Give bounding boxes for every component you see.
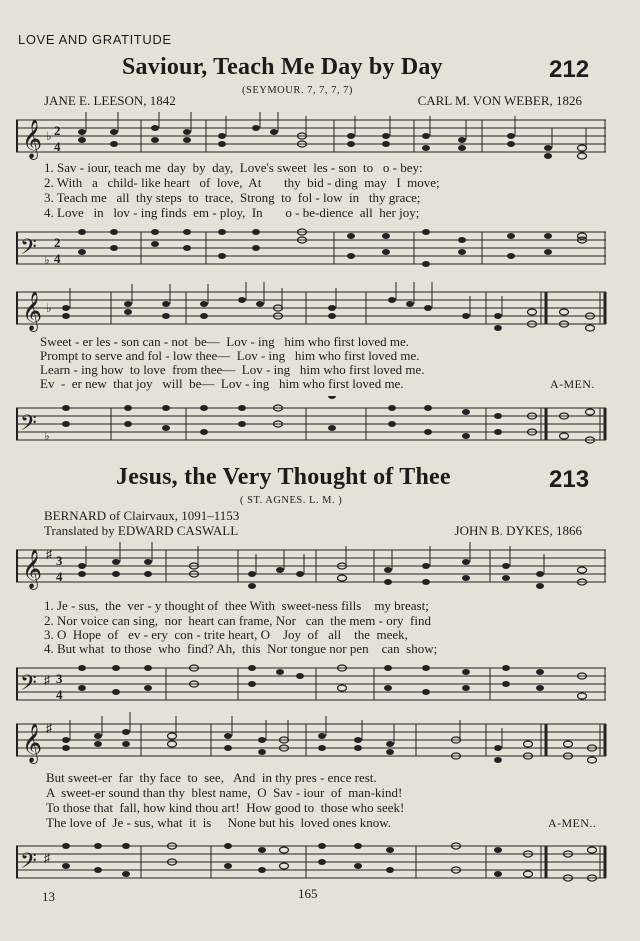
hymn-213-staff-2-bass	[16, 836, 608, 886]
hymn-213-author: BERNARD of Clairvaux, 1091–1153	[44, 508, 240, 523]
treble-staff-svg	[16, 282, 608, 334]
hymn-213-verse-1b: But sweet-er far thy face to see, And in thy pres - ence rest.	[46, 770, 377, 785]
hymn-213-verse-2a: 2. Nor voice can sing, nor heart can frame, Nor can the mem - ory find	[44, 613, 431, 628]
hymn-212-amen: A-MEN.	[550, 377, 595, 391]
hymn-213-title: Jesus, the Very Thought of Thee	[116, 464, 451, 490]
svg-text:♯: ♯	[44, 851, 50, 865]
svg-text:♯: ♯	[44, 673, 50, 687]
treble-staff-svg	[16, 712, 608, 768]
bass-staff-svg	[16, 658, 608, 710]
hymn-213-verse-2b: A sweet-er sound than thy blest name, O Sav - iour of man-kind!	[46, 785, 403, 800]
svg-text:𝄞: 𝄞	[22, 549, 43, 589]
hymn-212-verse-3a: 3. Teach me all thy steps to trace, Strong to fol - low in thy grace;	[44, 190, 421, 205]
hymn-213-translator: Translated by EDWARD CASWALL	[44, 523, 239, 538]
treble-staff-svg	[16, 112, 608, 162]
svg-text:4: 4	[56, 569, 63, 584]
svg-text:𝄞: 𝄞	[22, 723, 43, 763]
hymn-212-verse-4a: 4. Love in lov - ing finds em - ploy, In o - be-dience all her joy;	[44, 205, 420, 220]
hymn-213-verse-4a: 4. But what to those who find? Ah, this Nor tongue nor pen can show;	[44, 641, 438, 656]
hymn-212-staff-1-treble	[16, 112, 608, 162]
svg-text:♯: ♯	[46, 547, 52, 561]
hymn-212-verse-1b: Sweet - er les - son can - not be— Lov - ing him who first loved me.	[40, 334, 409, 349]
hymn-213-verse-3b: To those that fall, how kind thou art! How good to those who seek!	[46, 800, 405, 815]
svg-text:2: 2	[54, 123, 61, 138]
svg-text:4: 4	[54, 139, 61, 154]
hymn-213-amen: A-MEN..	[548, 816, 597, 830]
section-header: LOVE AND GRATITUDE	[18, 32, 172, 47]
svg-text:♭: ♭	[44, 253, 50, 267]
hymn-213-staff-2-treble	[16, 712, 608, 768]
hymn-212-author: JANE E. LEESON, 1842	[44, 93, 176, 108]
hymn-212-staff-1-bass	[16, 222, 608, 274]
svg-text:𝄞: 𝄞	[22, 119, 43, 159]
hymn-212-composer: CARL M. VON WEBER, 1826	[417, 93, 582, 108]
signature-mark: 13	[42, 889, 55, 904]
hymn-212-verse-2b: Prompt to serve and fol - low thee— Lov - ing him who first loved me.	[40, 348, 420, 363]
bass-staff-svg	[16, 836, 608, 886]
svg-text:3: 3	[56, 553, 63, 568]
hymn-212-staff-2-treble	[16, 282, 608, 334]
svg-text:4: 4	[56, 687, 63, 702]
hymn-212-verse-3b: Learn - ing how to love from thee— Lov - ing him who first loved me.	[40, 362, 425, 377]
svg-text:𝄢: 𝄢	[20, 849, 37, 879]
hymn-212-number: 212	[549, 56, 590, 83]
svg-text:4: 4	[54, 251, 61, 266]
hymn-213-verse-4b: The love of Je - sus, what it is None but his loved ones know.	[46, 815, 392, 830]
hymn-213-verse-3a: 3. O Hope of ev - ery con - trite heart, O Joy of all the meek,	[44, 627, 408, 642]
hymn-213-composer: JOHN B. DYKES, 1866	[454, 523, 582, 538]
svg-text:2: 2	[54, 235, 61, 250]
hymn-213-staff-1-bass	[16, 658, 608, 710]
hymn-212-verse-1a: 1. Sav - iour, teach me day by day, Love's sweet les - son to o - bey:	[44, 160, 423, 175]
hymn-212-verse-2a: 2. With a child- like heart of love, At thy bid - ding may I move;	[44, 175, 440, 190]
svg-text:𝄞: 𝄞	[22, 291, 43, 331]
hymn-212-staff-2-bass	[16, 396, 608, 450]
svg-text:♭: ♭	[44, 429, 50, 443]
hymn-212-title: Saviour, Teach Me Day by Day	[122, 54, 443, 80]
svg-text:𝄢: 𝄢	[20, 235, 37, 265]
hymn-213-staff-1-treble	[16, 540, 608, 596]
svg-text:𝄢: 𝄢	[20, 671, 37, 701]
treble-staff-svg	[16, 540, 608, 596]
svg-text:♭: ♭	[46, 301, 52, 315]
bass-staff-svg	[16, 396, 608, 450]
svg-text:3: 3	[56, 671, 63, 686]
svg-text:♭: ♭	[46, 129, 52, 143]
hymn-213-number: 213	[549, 466, 590, 493]
bass-staff-svg	[16, 222, 608, 274]
hymn-212-tune: (SEYMOUR. 7, 7, 7, 7)	[242, 85, 353, 96]
svg-text:𝄢: 𝄢	[20, 411, 37, 441]
hymn-213-verse-1a: 1. Je - sus, the ver - y thought of thee With sweet-ness fills my breast;	[44, 598, 429, 613]
hymn-213-tune: ( ST. AGNES. L. M. )	[240, 495, 343, 506]
hymn-212-verse-4b: Ev - er new that joy will be— Lov - ing him who first loved me.	[40, 376, 404, 391]
svg-text:♯: ♯	[46, 721, 52, 735]
page-number: 165	[298, 886, 318, 901]
